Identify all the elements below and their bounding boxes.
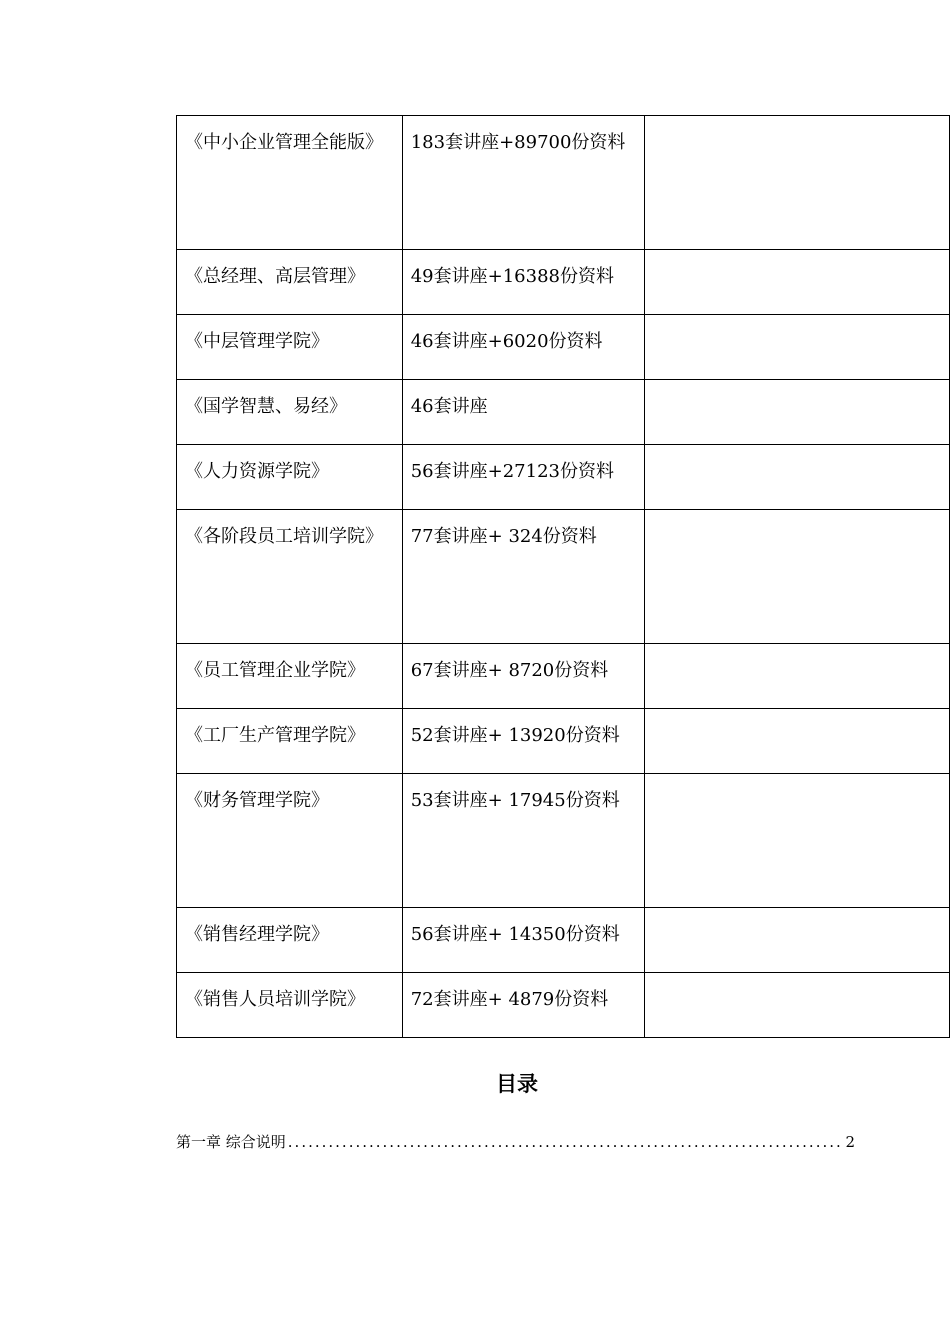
toc-title: 目录 — [496, 1072, 538, 1096]
course-name-cell: 《销售经理学院》 — [177, 908, 403, 973]
course-note-cell — [645, 116, 950, 250]
table-row — [177, 510, 950, 644]
course-name-cell: 《销售人员培训学院》 — [177, 973, 403, 1038]
table-row — [177, 774, 950, 908]
course-name-cell: 《财务管理学院》 — [177, 774, 403, 908]
course-note-cell — [645, 445, 950, 510]
toc-leader-dots — [288, 1130, 844, 1154]
course-note-cell — [645, 315, 950, 380]
course-name-cell: 《人力资源学院》 — [177, 445, 403, 510]
course-content-cell: 72套讲座+ 4879份资料 — [402, 973, 645, 1038]
course-content-cell: 183套讲座+89700份资料 — [402, 116, 645, 250]
course-name-cell: 《各阶段员工培训学院》 — [177, 510, 403, 644]
course-name-cell: 《中小企业管理全能版》 — [177, 116, 403, 250]
course-note-cell — [645, 709, 950, 774]
course-table — [176, 115, 950, 1038]
course-name-cell: 《员工管理企业学院》 — [177, 644, 403, 709]
table-row — [177, 973, 950, 1038]
course-name-cell: 《总经理、高层管理》 — [177, 250, 403, 315]
course-name-cell: 《工厂生产管理学院》 — [177, 709, 403, 774]
course-note-cell — [645, 908, 950, 973]
course-name-cell: 《中层管理学院》 — [177, 315, 403, 380]
course-content-cell: 56套讲座+ 14350份资料 — [402, 908, 645, 973]
course-note-cell — [645, 774, 950, 908]
table-row — [177, 116, 950, 250]
course-content-cell: 67套讲座+ 8720份资料 — [402, 644, 645, 709]
course-note-cell — [645, 380, 950, 445]
course-content-cell: 53套讲座+ 17945份资料 — [402, 774, 645, 908]
course-note-cell — [645, 510, 950, 644]
course-content-cell: 56套讲座+27123份资料 — [402, 445, 645, 510]
course-content-cell: 46套讲座 — [402, 380, 645, 445]
course-content-cell: 46套讲座+6020份资料 — [402, 315, 645, 380]
course-content-cell: 77套讲座+ 324份资料 — [402, 510, 645, 644]
toc-entry-page: 2 — [845, 1133, 855, 1151]
course-note-cell — [645, 250, 950, 315]
course-name-cell: 《国学智慧、易经》 — [177, 380, 403, 445]
course-note-cell — [645, 973, 950, 1038]
course-note-cell — [645, 644, 950, 709]
course-content-cell: 52套讲座+ 13920份资料 — [402, 709, 645, 774]
course-content-cell: 49套讲座+16388份资料 — [402, 250, 645, 315]
toc-entry-label: 第一章 综合说明 — [176, 1133, 286, 1151]
toc-entry[interactable] — [176, 1130, 855, 1154]
